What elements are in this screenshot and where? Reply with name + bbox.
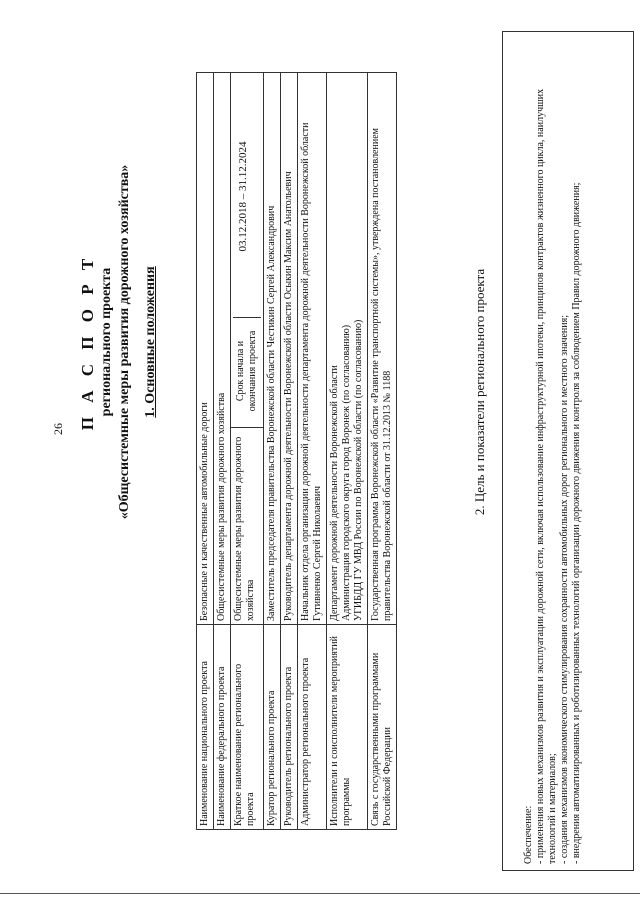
project-name: «Общесистемные меры развития дорожного хозяйства»: [117, 164, 132, 520]
table-row: [214, 73, 231, 830]
table-row: [264, 73, 281, 830]
row-label: Администратор регионального проекта: [298, 625, 327, 830]
table-row: [368, 73, 397, 830]
row-label: Руководитель регионального проекта: [281, 625, 298, 830]
row-value: Руководитель департамента дорожной деятельности Воронежской области Осыкин Максим Анатольевич: [281, 73, 298, 625]
row-value: Заместитель председателя правительства Воронежской области Честикин Сергей Александрович: [264, 73, 281, 625]
row-label: Связь с государственными программами Российской Федерации: [368, 625, 397, 830]
document-subtitle: регионального проекта: [99, 267, 114, 417]
row-label: Наименование национального проекта: [197, 625, 214, 830]
passport-table: [196, 72, 397, 830]
table-row: [298, 73, 327, 830]
row-value: Начальник отдела организации дорожной деятельности департамента дорожной деятельности Воронежской области Гутивненко Сергей Николаевич: [298, 73, 327, 625]
row-label: Исполнители и соисполнители мероприятий программы: [327, 625, 368, 830]
row-label: Краткое наименование регионального проекта: [231, 625, 264, 830]
table-row: [197, 73, 214, 830]
row-label: Наименование федерального проекта: [214, 625, 231, 830]
table-row: [281, 73, 298, 830]
table-row: [231, 73, 264, 830]
row-value: Безопасные и качественные автомобильные дороги: [197, 73, 214, 625]
table-row: [327, 73, 368, 830]
executor-line: Администрация городского округа город Воронеж (по согласованию): [341, 324, 352, 621]
row-label: Куратор регионального проекта: [264, 625, 281, 830]
executor-line: Департамент дорожной деятельности Воронежской области: [329, 365, 340, 621]
goal-line: Обеспечение:: [523, 805, 534, 864]
project-period-cell: [231, 73, 264, 428]
project-period-value: 03.12.2018 – 31.12.2024: [237, 141, 249, 252]
title-block: [78, 82, 160, 602]
goal-line: - внедрения автоматизированных и роботизированных технологий организации дорожного движения и контроля за соблюдением Правил дорожного движения;: [571, 182, 582, 864]
goal-box: [502, 31, 634, 871]
document-title: П А С П О Р Т: [78, 253, 97, 431]
row-value: Государственная программа Воронежской области «Развитие транспортной системы», утверждена постановлением правительства Воронежской области от 31.12.2013 № 1188: [368, 73, 397, 625]
row-value: Общесистемные меры развития дорожного хозяйства: [231, 428, 264, 625]
section2-heading: 2. Цель и показатели регионального проекта: [472, 268, 487, 516]
page-number: 26: [51, 423, 65, 435]
section1-heading: 1. Основные положения: [143, 266, 158, 418]
executor-line: УГИБДД ГУ МВД России по Воронежской области (по согласованию): [353, 319, 364, 621]
project-period-label: Срок начала и окончания проекта: [233, 317, 261, 424]
row-value: [327, 73, 368, 625]
goal-line: - создания механизмов экономического стимулирования сохранности автомобильных дорог регионального и местного значения;: [559, 314, 570, 864]
goal-line: - применения новых механизмов развития и эксплуатации дорожной сети, включая использование инфраструктурной ипотеки, принципов контрактов жизненного цикла, наилучших технологий и материалов;: [535, 88, 558, 864]
row-value: Общесистемные меры развития дорожного хозяйства: [214, 73, 231, 625]
